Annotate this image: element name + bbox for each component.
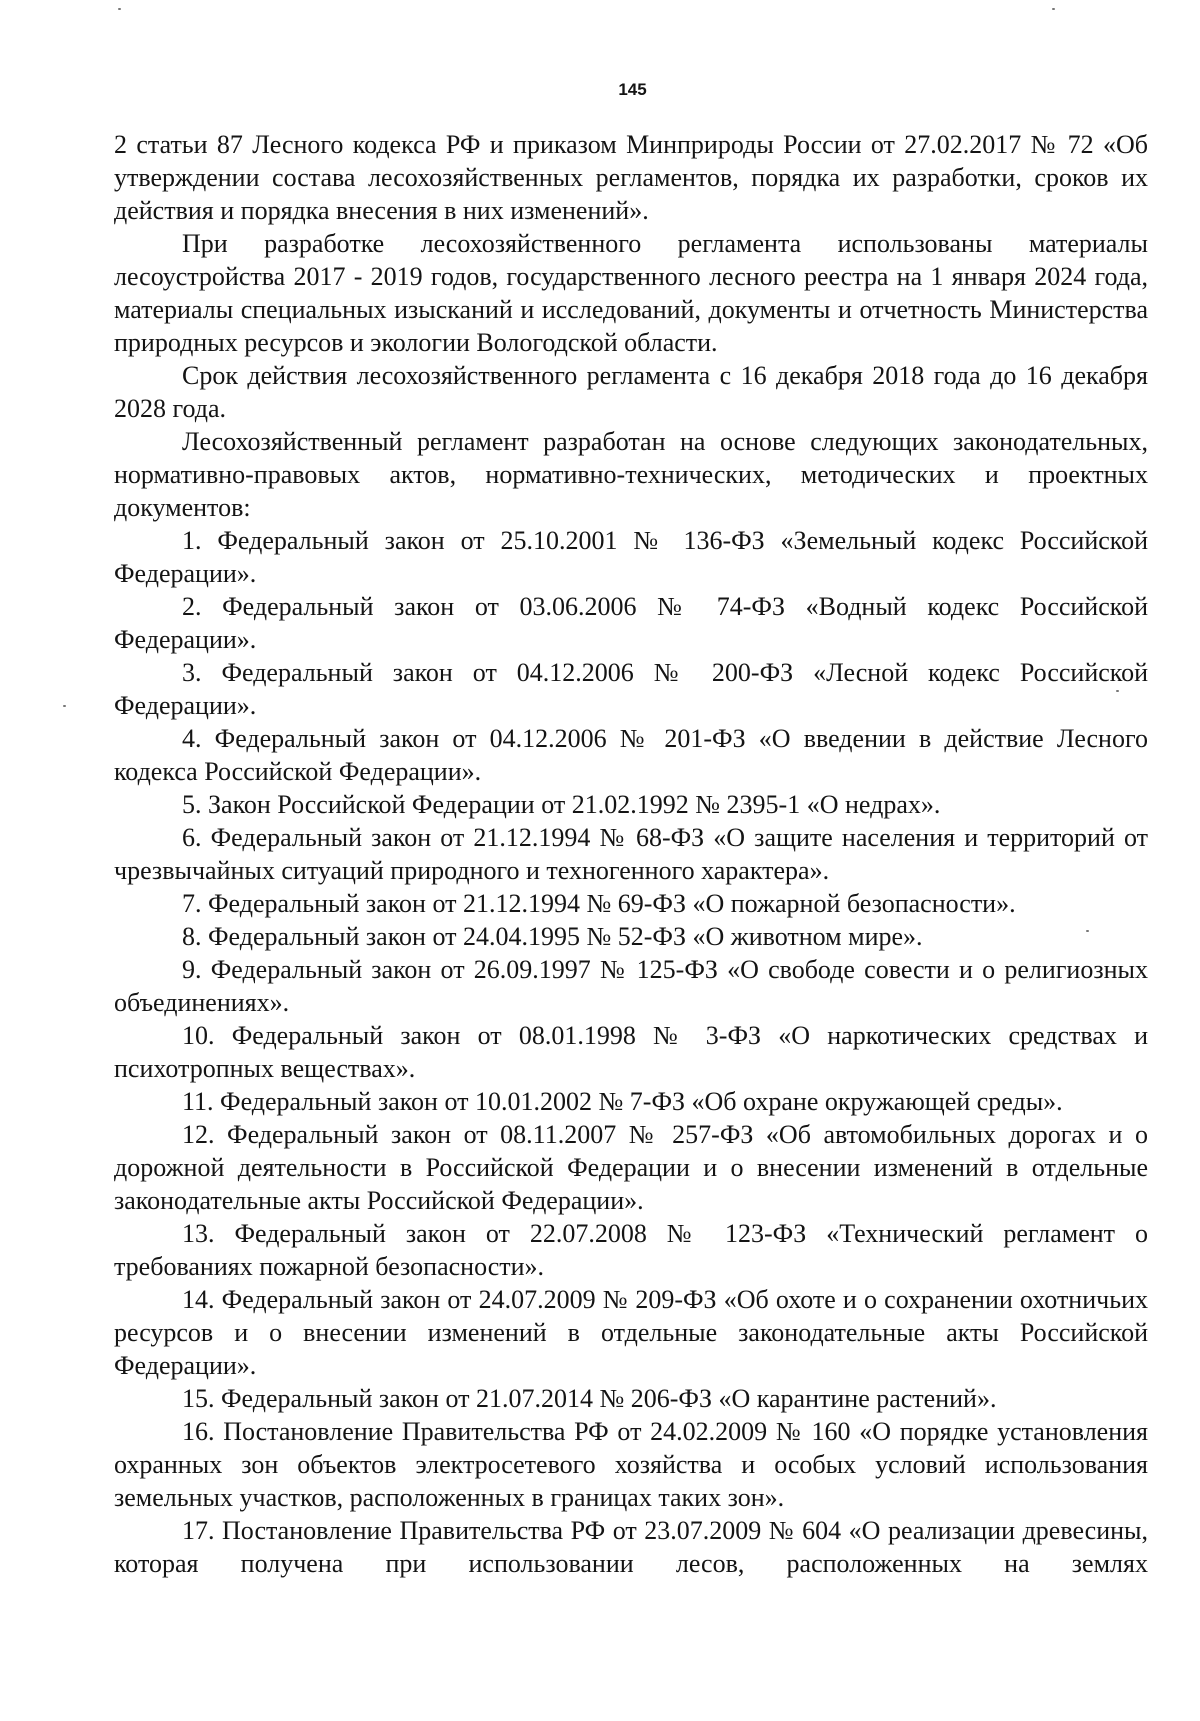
paragraph: При разработке лесохозяйственного регламента использованы материалы лесоустройства 2017 - 2019 годов, государственного лесного реестра на 1 января 2024 года, материалы специальных изысканий и исследований, документы и отчетность Министерства природных ресурсов и экологии Вологодской области. — [114, 229, 1148, 357]
list-item: 16. Постановление Правительства РФ от 24.02.2009 № 160 «О порядке установления охранных зон объектов электросетевого хозяйства и особых условий использования земельных участков, расположенных в границах таких зон». — [114, 1417, 1148, 1512]
list-item: 3. Федеральный закон от 04.12.2006 № 200-ФЗ «Лесной кодекс Российской Федерации». — [114, 658, 1148, 720]
list-item: 17. Постановление Правительства РФ от 23.07.2009 № 604 «О реализации древесины, которая получена при использовании лесов, расположенных на землях — [114, 1516, 1148, 1578]
list-item: 2. Федеральный закон от 03.06.2006 № 74-ФЗ «Водный кодекс Российской Федерации». — [114, 592, 1148, 654]
list-item: 6. Федеральный закон от 21.12.1994 № 68-ФЗ «О защите населения и территорий от чрезвычайных ситуаций природного и техногенного характера». — [114, 823, 1148, 885]
scan-speck — [118, 8, 121, 10]
list-item: 15. Федеральный закон от 21.07.2014 № 206-ФЗ «О карантине растений». — [182, 1384, 997, 1413]
list-item: 5. Закон Российской Федерации от 21.02.1992 № 2395-1 «О недрах». — [182, 790, 941, 819]
list-item: 8. Федеральный закон от 24.04.1995 № 52-ФЗ «О животном мире». — [182, 922, 923, 951]
list-item: 12. Федеральный закон от 08.11.2007 № 257-ФЗ «Об автомобильных дорогах и о дорожной деятельности в Российской Федерации и о внесении изменений в отдельные законодательные акты Российской Федерации». — [114, 1120, 1148, 1215]
list-item: 11. Федеральный закон от 10.01.2002 № 7-ФЗ «Об охране окружающей среды». — [182, 1087, 1063, 1116]
list-item: 1. Федеральный закон от 25.10.2001 № 136-ФЗ «Земельный кодекс Российской Федерации». — [114, 526, 1148, 588]
list-item: 14. Федеральный закон от 24.07.2009 № 209-ФЗ «Об охоте и о сохранении охотничьих ресурсов и о внесении изменений в отдельные законодательные акты Российской Федерации». — [114, 1285, 1148, 1380]
list-item: 13. Федеральный закон от 22.07.2008 № 123-ФЗ «Технический регламент о требованиях пожарной безопасности». — [114, 1219, 1148, 1281]
paragraph: Срок действия лесохозяйственного регламента с 16 декабря 2018 года до 16 декабря 2028 года. — [114, 361, 1148, 423]
page-number: 145 — [618, 80, 647, 99]
list-item: 7. Федеральный закон от 21.12.1994 № 69-ФЗ «О пожарной безопасности». — [182, 889, 1016, 918]
scan-speck — [1116, 690, 1119, 692]
list-item: 9. Федеральный закон от 26.09.1997 № 125-ФЗ «О свободе совести и о религиозных объединениях». — [114, 955, 1148, 1017]
list-item: 10. Федеральный закон от 08.01.1998 № 3-ФЗ «О наркотических средствах и психотропных веществах». — [114, 1021, 1148, 1083]
scan-speck — [1086, 930, 1089, 932]
list-item: 4. Федеральный закон от 04.12.2006 № 201-ФЗ «О введении в действие Лесного кодекса Российской Федерации». — [114, 724, 1148, 786]
paragraph: Лесохозяйственный регламент разработан на основе следующих законодательных, нормативно-правовых актов, нормативно-технических, методических и проектных документов: — [114, 427, 1148, 522]
document-body — [114, 128, 1148, 1580]
scan-speck — [1052, 8, 1055, 10]
paragraph: 2 статьи 87 Лесного кодекса РФ и приказом Минприроды России от 27.02.2017 № 72 «Об утверждении состава лесохозяйственных регламентов, порядка их разработки, сроков их действия и порядка внесения в них изменений». — [114, 130, 1148, 225]
scan-speck — [63, 705, 66, 707]
